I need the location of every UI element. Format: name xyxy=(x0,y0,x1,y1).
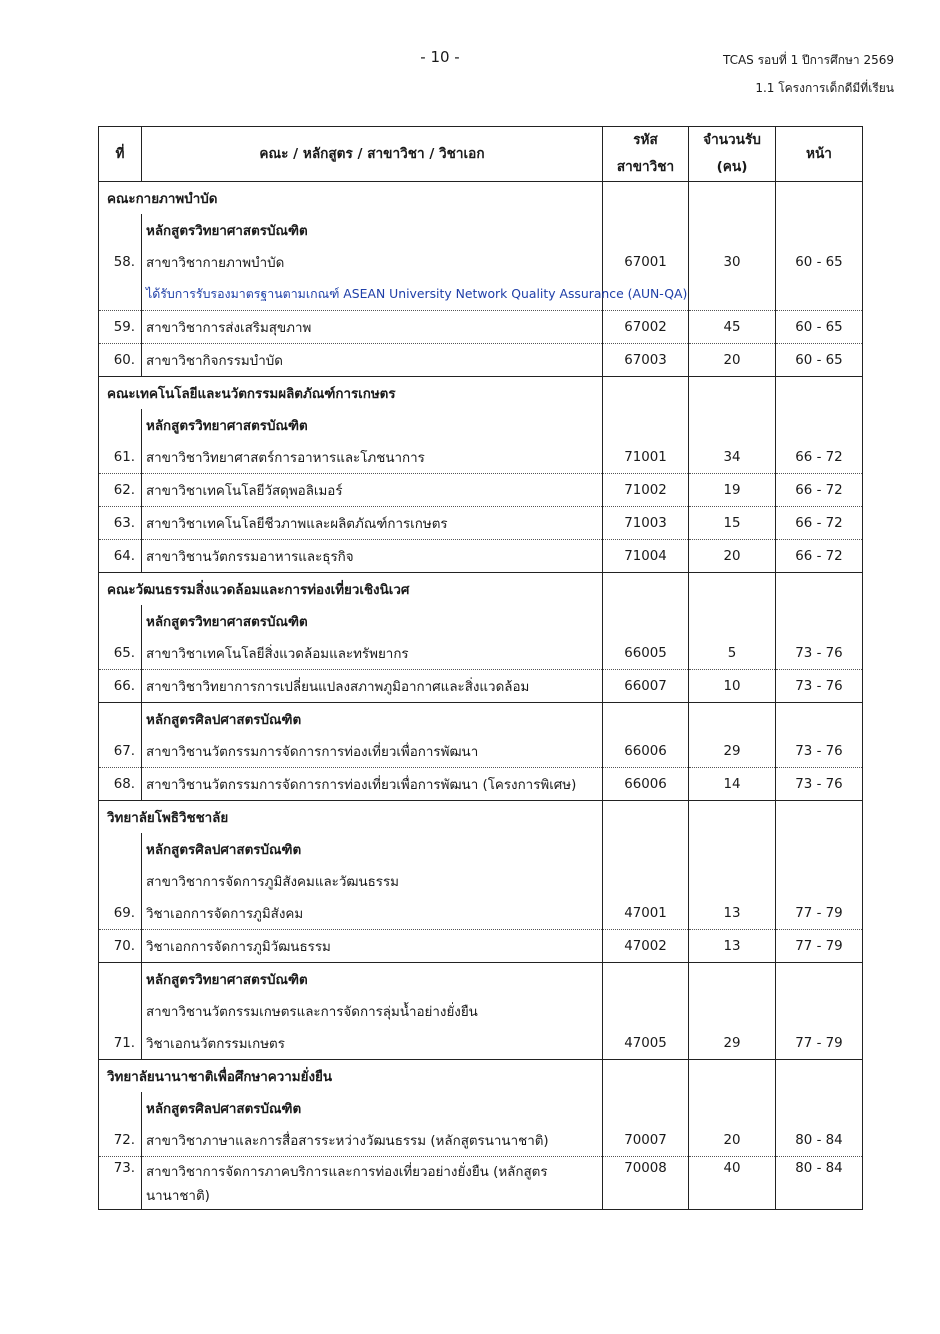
capacity xyxy=(689,605,776,637)
row-number xyxy=(99,703,142,736)
page-range xyxy=(776,278,863,311)
table-row xyxy=(99,1157,863,1210)
program-name: สาขาวิชากิจกรรมบำบัด xyxy=(142,344,603,377)
capacity xyxy=(689,995,776,1027)
table-row xyxy=(99,246,863,278)
capacity: 5 xyxy=(689,637,776,670)
page-range: 60 - 65 xyxy=(776,344,863,377)
empty-cell xyxy=(603,573,689,606)
program-code: 47001 xyxy=(603,897,689,930)
page-range xyxy=(776,995,863,1027)
program-name: สาขาวิชาการจัดการภาคบริการและการท่องเที่ยวอย่างยั่งยืน (หลักสูตรนานาชาติ) xyxy=(142,1157,603,1210)
row-number: 58. xyxy=(99,246,142,278)
program-name: สาขาวิชานวัตกรรมการจัดการการท่องเที่ยวเพื่อการพัฒนา xyxy=(142,735,603,768)
program-row xyxy=(99,963,863,996)
page-range: 66 - 72 xyxy=(776,540,863,573)
page-range: 60 - 65 xyxy=(795,254,843,270)
program-row xyxy=(99,409,863,441)
empty-cell xyxy=(776,573,863,606)
page-range: 60 - 65 xyxy=(776,311,863,344)
table-row xyxy=(99,768,863,801)
col-header-no: ที่ xyxy=(99,127,142,182)
table-row xyxy=(99,930,863,963)
capacity xyxy=(689,963,776,996)
page-range: 73 - 76 xyxy=(795,645,843,661)
program-code: 67002 xyxy=(603,311,689,344)
accreditation-note: ได้รับการรับรองมาตรฐานตามเกณฑ์ ASEAN University Network Quality Assurance (AUN-QA) xyxy=(142,278,603,311)
program-row xyxy=(99,995,863,1027)
program-code xyxy=(603,1092,689,1124)
row-number: 71. xyxy=(99,1027,142,1060)
program-row xyxy=(99,865,863,897)
program-name: หลักสูตรศิลปศาสตรบัณฑิต xyxy=(142,703,603,736)
program-name: หลักสูตรวิทยาศาสตรบัณฑิต xyxy=(142,963,603,996)
page-range xyxy=(776,1092,863,1124)
table-row xyxy=(99,637,863,670)
row-number: 59. xyxy=(99,311,142,344)
table-row xyxy=(99,474,863,507)
capacity: 20 xyxy=(689,344,776,377)
capacity: 19 xyxy=(689,474,776,507)
faculty-name: คณะกายภาพบำบัด xyxy=(99,182,603,215)
page-range xyxy=(776,214,863,246)
program-code xyxy=(603,214,689,246)
program-code: 66007 xyxy=(603,670,689,703)
program-name: สาขาวิชานวัตกรรมอาหารและธุรกิจ xyxy=(142,540,603,573)
empty-cell xyxy=(603,377,689,410)
header-project: 1.1 โครงการเด็กดีมีที่เรียน xyxy=(755,81,894,95)
empty-cell xyxy=(776,801,863,834)
program-code: 71001 xyxy=(603,441,689,474)
page-range: 77 - 79 xyxy=(776,930,863,963)
row-number: 62. xyxy=(99,474,142,507)
capacity: 15 xyxy=(689,507,776,540)
program-name: สาขาวิชาภาษาและการสื่อสารระหว่างวัฒนธรรม (หลักสูตรนานาชาติ) xyxy=(142,1124,603,1157)
capacity: 30 xyxy=(689,246,776,278)
row-number xyxy=(99,409,142,441)
program-code xyxy=(603,995,689,1027)
page-range xyxy=(776,833,863,865)
program-row xyxy=(99,833,863,865)
table-row xyxy=(99,311,863,344)
empty-cell xyxy=(689,182,776,215)
program-code xyxy=(603,833,689,865)
row-number xyxy=(99,278,142,311)
program-code xyxy=(603,703,689,736)
page-range xyxy=(776,409,863,441)
page-range: 73 - 76 xyxy=(776,768,863,801)
program-code xyxy=(603,605,689,637)
capacity xyxy=(689,865,776,897)
faculty-row xyxy=(99,377,863,410)
program-name: สาขาวิชาวิทยาการการเปลี่ยนแปลงสภาพภูมิอากาศและสิ่งแวดล้อม xyxy=(142,670,603,703)
row-number: 67. xyxy=(99,735,142,768)
header-round-year: TCAS รอบที่ 1 ปีการศึกษา 2569 xyxy=(722,53,894,67)
table-body xyxy=(99,182,863,1210)
program-code: 47005 xyxy=(603,1027,689,1060)
faculty-row xyxy=(99,1060,863,1093)
program-name: วิชาเอกนวัตกรรมเกษตร xyxy=(142,1027,603,1060)
faculty-name: วิทยาลัยนานาชาติเพื่อศึกษาความยั่งยืน xyxy=(99,1060,603,1093)
page-range: 77 - 79 xyxy=(795,1035,843,1051)
table-row xyxy=(99,507,863,540)
table-row xyxy=(99,1027,863,1060)
program-code: 67003 xyxy=(603,344,689,377)
program-name: หลักสูตรวิทยาศาสตรบัณฑิต xyxy=(142,605,603,637)
row-number xyxy=(99,963,142,996)
table-header-row xyxy=(99,127,863,182)
empty-cell xyxy=(689,801,776,834)
page-range: 66 - 72 xyxy=(795,449,843,465)
program-code: 70007 xyxy=(603,1124,689,1157)
page-range: 73 - 76 xyxy=(795,743,843,759)
program-row xyxy=(99,703,863,736)
capacity: 29 xyxy=(689,1027,776,1060)
row-number xyxy=(99,995,142,1027)
row-number: 68. xyxy=(99,768,142,801)
page-range: 80 - 84 xyxy=(795,1132,843,1148)
capacity: 45 xyxy=(689,311,776,344)
capacity: 29 xyxy=(689,735,776,768)
program-code xyxy=(603,963,689,996)
col-header-page: หน้า xyxy=(776,127,863,182)
faculty-name: คณะเทคโนโลยีและนวัตกรรมผลิตภัณฑ์การเกษตร xyxy=(99,377,603,410)
page-range: 73 - 76 xyxy=(776,670,863,703)
empty-cell xyxy=(776,377,863,410)
capacity: 20 xyxy=(689,1124,776,1157)
capacity xyxy=(689,409,776,441)
capacity xyxy=(689,214,776,246)
row-number: 70. xyxy=(99,930,142,963)
empty-cell xyxy=(603,1060,689,1093)
row-number: 64. xyxy=(99,540,142,573)
note-row xyxy=(99,278,863,311)
page-range: 77 - 79 xyxy=(795,905,843,921)
capacity: 14 xyxy=(689,768,776,801)
program-code: 66005 xyxy=(603,637,689,670)
capacity: 10 xyxy=(689,670,776,703)
capacity: 40 xyxy=(689,1157,776,1210)
row-number xyxy=(99,1092,142,1124)
program-code: 71002 xyxy=(603,474,689,507)
row-number: 65. xyxy=(99,637,142,670)
table-row xyxy=(99,344,863,377)
empty-cell xyxy=(689,1060,776,1093)
capacity xyxy=(689,278,776,311)
table-row xyxy=(99,540,863,573)
program-name: หลักสูตรศิลปศาสตรบัณฑิต xyxy=(142,833,603,865)
program-name: หลักสูตรศิลปศาสตรบัณฑิต xyxy=(142,1092,603,1124)
capacity xyxy=(689,1092,776,1124)
program-code: 66006 xyxy=(603,768,689,801)
faculty-name: วิทยาลัยโพธิวิชชาลัย xyxy=(99,801,603,834)
col-header-name: คณะ / หลักสูตร / สาขาวิชา / วิชาเอก xyxy=(142,127,603,182)
page-range: 66 - 72 xyxy=(776,474,863,507)
program-name: วิชาเอกการจัดการภูมิสังคม xyxy=(142,897,603,930)
row-number xyxy=(99,833,142,865)
table-row xyxy=(99,735,863,768)
page-range xyxy=(776,963,863,996)
page-number: - 10 - xyxy=(420,48,460,66)
row-number xyxy=(99,214,142,246)
page-range xyxy=(776,605,863,637)
capacity: 13 xyxy=(689,930,776,963)
col-header-code xyxy=(603,127,689,182)
page-range xyxy=(776,703,863,736)
program-name: หลักสูตรวิทยาศาสตรบัณฑิต xyxy=(142,214,603,246)
program-name: หลักสูตรวิทยาศาสตรบัณฑิต xyxy=(142,409,603,441)
program-name: สาขาวิชาเทคโนโลยีวัสดุพอลิเมอร์ xyxy=(142,474,603,507)
row-number: 61. xyxy=(99,441,142,474)
col-header-capacity xyxy=(689,127,776,182)
row-number: 69. xyxy=(99,897,142,930)
faculty-row xyxy=(99,573,863,606)
program-name: สาขาวิชาการส่งเสริมสุขภาพ xyxy=(142,311,603,344)
program-row xyxy=(99,605,863,637)
row-number xyxy=(99,605,142,637)
capacity xyxy=(689,833,776,865)
faculty-row xyxy=(99,182,863,215)
program-code: 70008 xyxy=(603,1157,689,1210)
program-name: วิชาเอกการจัดการภูมิวัฒนธรรม xyxy=(142,930,603,963)
table-row xyxy=(99,1124,863,1157)
col-header-capacity-line2: (คน) xyxy=(716,159,748,175)
program-code xyxy=(603,409,689,441)
table-row xyxy=(99,897,863,930)
program-code: 67001 xyxy=(603,246,689,278)
program-name: สาขาวิชากายภาพบำบัด xyxy=(142,246,603,278)
faculty-name: คณะวัฒนธรรมสิ่งแวดล้อมและการท่องเที่ยวเชิงนิเวศ xyxy=(99,573,603,606)
row-number: 72. xyxy=(99,1124,142,1157)
program-code: 71004 xyxy=(603,540,689,573)
program-name: สาขาวิชาเทคโนโลยีชีวภาพและผลิตภัณฑ์การเกษตร xyxy=(142,507,603,540)
row-number: 63. xyxy=(99,507,142,540)
program-name: สาขาวิชาการจัดการภูมิสังคมและวัฒนธรรม xyxy=(142,865,603,897)
table-row xyxy=(99,441,863,474)
program-code: 47002 xyxy=(603,930,689,963)
program-name: สาขาวิชาเทคโนโลยีสิ่งแวดล้อมและทรัพยากร xyxy=(142,637,603,670)
page-range: 80 - 84 xyxy=(776,1157,863,1210)
empty-cell xyxy=(776,1060,863,1093)
row-number: 73. xyxy=(99,1157,142,1210)
empty-cell xyxy=(689,377,776,410)
program-code: 71003 xyxy=(603,507,689,540)
program-name: สาขาวิชานวัตกรรมการจัดการการท่องเที่ยวเพื่อการพัฒนา (โครงการพิเศษ) xyxy=(142,768,603,801)
program-row xyxy=(99,214,863,246)
admission-table xyxy=(98,126,863,1210)
program-name: สาขาวิชานวัตกรรมเกษตรและการจัดการลุ่มน้ำอย่างยั่งยืน xyxy=(142,995,603,1027)
row-number xyxy=(99,865,142,897)
col-header-code-line2: สาขาวิชา xyxy=(616,159,675,175)
program-name: สาขาวิชาวิทยาศาสตร์การอาหารและโภชนาการ xyxy=(142,441,603,474)
capacity: 20 xyxy=(689,540,776,573)
capacity xyxy=(689,703,776,736)
program-row xyxy=(99,1092,863,1124)
empty-cell xyxy=(603,801,689,834)
capacity: 13 xyxy=(689,897,776,930)
page-range: 66 - 72 xyxy=(776,507,863,540)
empty-cell xyxy=(603,182,689,215)
empty-cell xyxy=(776,182,863,215)
table-row xyxy=(99,670,863,703)
col-header-capacity-line1: จำนวนรับ xyxy=(703,132,761,148)
row-number: 66. xyxy=(99,670,142,703)
capacity: 34 xyxy=(689,441,776,474)
empty-cell xyxy=(689,573,776,606)
row-number: 60. xyxy=(99,344,142,377)
program-code: 66006 xyxy=(603,735,689,768)
program-code xyxy=(603,865,689,897)
page-range xyxy=(776,865,863,897)
faculty-row xyxy=(99,801,863,834)
col-header-code-line1: รหัส xyxy=(633,132,658,148)
